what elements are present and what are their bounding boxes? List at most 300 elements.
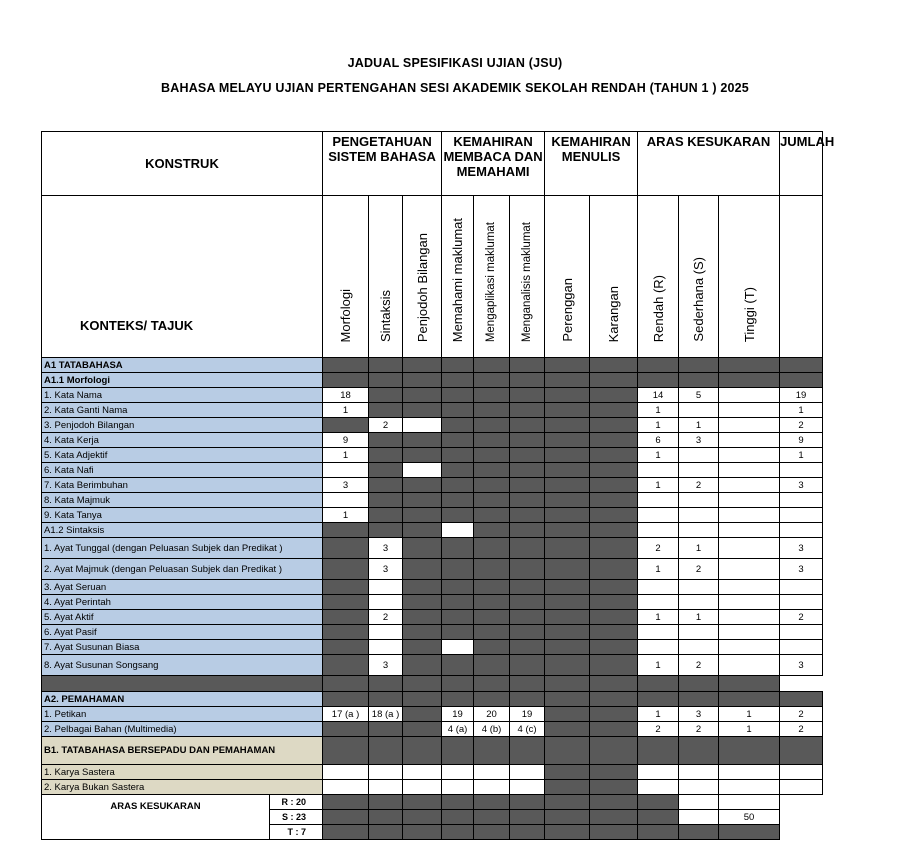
cell-0: 18: [323, 388, 369, 403]
cell-8: 14: [638, 388, 679, 403]
cell-2: [403, 692, 442, 707]
aras-cell: [442, 795, 474, 810]
aras-cell: [545, 810, 590, 825]
cell-5: [510, 523, 545, 538]
cell-6: [545, 780, 590, 795]
cell-3: [442, 580, 474, 595]
cell-6: [545, 559, 590, 580]
row-label: 3. Ayat Seruan: [42, 580, 323, 595]
cell-5: [510, 403, 545, 418]
aras-jumlah: 50: [719, 810, 780, 825]
cell-7: [590, 655, 638, 676]
jumlah-cell: [780, 523, 823, 538]
jumlah-cell: [780, 595, 823, 610]
cell-8: [638, 463, 679, 478]
jumlah-cell: 2: [780, 418, 823, 433]
jumlah-cell: 3: [780, 478, 823, 493]
jumlah-cell: 3: [780, 538, 823, 559]
cell-5: [510, 625, 545, 640]
cell-4: [474, 388, 510, 403]
cell-1: [369, 463, 403, 478]
aras-cell: [638, 825, 679, 840]
cell-3: [442, 493, 474, 508]
cell-8: 1: [638, 478, 679, 493]
cell-4: [474, 655, 510, 676]
aras-cell: [323, 795, 369, 810]
jumlah-cell: 2: [780, 610, 823, 625]
row-label: 3. Penjodoh Bilangan: [42, 418, 323, 433]
cell-10: [719, 433, 780, 448]
cell-3: [442, 737, 474, 765]
cell-1: [369, 640, 403, 655]
row-label: A1 TATABAHASA: [42, 358, 323, 373]
cell-6: [545, 388, 590, 403]
cell-5: [510, 692, 545, 707]
jumlah-cell: [780, 780, 823, 795]
table-row: [42, 765, 823, 780]
row-label: 4. Kata Kerja: [42, 433, 323, 448]
cell-5: [510, 655, 545, 676]
cell-10: [719, 463, 780, 478]
cell-9: 2: [679, 559, 719, 580]
cell-7: [590, 765, 638, 780]
cell-4: [474, 692, 510, 707]
jumlah-cell: [780, 625, 823, 640]
cell-1: [369, 433, 403, 448]
cell-3: [442, 448, 474, 463]
cell-8: 2: [638, 538, 679, 559]
table-row: [42, 595, 823, 610]
cell-5: [510, 580, 545, 595]
cell-2: [403, 580, 442, 595]
cell-1: [369, 373, 403, 388]
cell-0: [323, 559, 369, 580]
cell-1: [369, 508, 403, 523]
page-title: JADUAL SPESIFIKASI UJIAN (JSU): [347, 56, 563, 70]
cell-10: [719, 780, 780, 795]
cell-10: [719, 655, 780, 676]
cell-2: [403, 780, 442, 795]
cell-7: [590, 538, 638, 559]
cell-4: [474, 373, 510, 388]
cell-2: [403, 640, 442, 655]
cell-5: [510, 538, 545, 559]
cell-1: 3: [369, 538, 403, 559]
cell-3: [442, 463, 474, 478]
cell-9: [679, 780, 719, 795]
cell-10: [719, 523, 780, 538]
cell-3: [442, 765, 474, 780]
cell-4: [474, 765, 510, 780]
row-label: 1. Ayat Tunggal (dengan Peluasan Subjek dan Predikat ): [42, 538, 323, 559]
cell-8: [638, 737, 679, 765]
row-label: 1. Karya Sastera: [42, 765, 323, 780]
cell-4: [474, 559, 510, 580]
cell-10: [719, 388, 780, 403]
cell-4: [474, 463, 510, 478]
aras-cell: [638, 810, 679, 825]
subheader-rendah: Rendah (R): [638, 196, 679, 358]
cell-3: [442, 625, 474, 640]
konteks-header: KONTEKS/ TAJUK: [42, 196, 323, 358]
cell-10: 1: [719, 707, 780, 722]
cell-5: [510, 358, 545, 373]
cell-10: [719, 538, 780, 559]
row-label: 9. Kata Tanya: [42, 508, 323, 523]
cell-6: [545, 523, 590, 538]
table-row: [42, 433, 823, 448]
cell-9: [679, 625, 719, 640]
cell-1: [369, 358, 403, 373]
cell-6: [545, 373, 590, 388]
cell-5: [510, 463, 545, 478]
menulis-header: KEMAHIRAN MENULIS: [545, 132, 638, 196]
row-label: 6. Ayat Pasif: [42, 625, 323, 640]
cell-6: [545, 538, 590, 559]
cell-0: 1: [323, 508, 369, 523]
aras-s: S : 23: [270, 810, 323, 825]
row-label: 8. Ayat Susunan Songsang: [42, 655, 323, 676]
cell-10: [719, 610, 780, 625]
aras-cell: [510, 810, 545, 825]
table-row: [42, 508, 823, 523]
cell-4: [474, 433, 510, 448]
cell-6: [545, 595, 590, 610]
cell-1: [369, 737, 403, 765]
cell-0: [323, 595, 369, 610]
cell-3: [442, 403, 474, 418]
table-row: [42, 559, 823, 580]
cell-10: [719, 478, 780, 493]
aras-cell: [369, 810, 403, 825]
cell-4: [474, 625, 510, 640]
cell-1: [369, 580, 403, 595]
cell-9: 1: [679, 418, 719, 433]
cell-6: [545, 403, 590, 418]
cell-10: [719, 765, 780, 780]
aras-cell: [679, 810, 719, 825]
aras-cell: [545, 825, 590, 840]
cell-8: [638, 358, 679, 373]
cell-3: [442, 418, 474, 433]
cell-3: [442, 358, 474, 373]
cell-6: [545, 640, 590, 655]
cell-6: [545, 493, 590, 508]
jumlah-cell: 1: [780, 403, 823, 418]
cell-1: [369, 448, 403, 463]
cell-9: [679, 493, 719, 508]
cell-4: [474, 478, 510, 493]
cell-1: [369, 493, 403, 508]
table-row: [42, 722, 823, 737]
cell-7: [590, 493, 638, 508]
jumlah-header: JUMLAH: [780, 132, 823, 196]
cell-0: [323, 625, 369, 640]
jumlah-cell: 19: [780, 388, 823, 403]
cell-7: [590, 595, 638, 610]
jumlah-cell: [780, 463, 823, 478]
row-label: 5. Kata Adjektif: [42, 448, 323, 463]
aras-cell: [510, 825, 545, 840]
jumlah-cell: [780, 640, 823, 655]
aras-cell: [323, 825, 369, 840]
cell-1: [369, 692, 403, 707]
table-row: [42, 692, 823, 707]
cell-3: [442, 508, 474, 523]
cell-8: 1: [638, 418, 679, 433]
cell-0: [323, 523, 369, 538]
cell-3: [442, 433, 474, 448]
spacer-row: [42, 676, 823, 692]
aras-cell: [474, 825, 510, 840]
cell-9: 3: [679, 433, 719, 448]
cell-4: [474, 780, 510, 795]
table-row: [42, 493, 823, 508]
cell-10: [719, 559, 780, 580]
cell-7: [590, 707, 638, 722]
aras-cell: [474, 810, 510, 825]
cell-5: [510, 448, 545, 463]
cell-7: [590, 418, 638, 433]
subheader-karangan: Karangan: [590, 196, 638, 358]
jumlah-cell: 2: [780, 707, 823, 722]
subheader-morfologi: Morfologi: [323, 196, 369, 358]
cell-4: [474, 493, 510, 508]
aras-cell: [442, 825, 474, 840]
subheader-penjodoh: Penjodoh Bilangan: [403, 196, 442, 358]
jumlah-cell: [780, 580, 823, 595]
cell-9: [679, 358, 719, 373]
cell-4: [474, 610, 510, 625]
cell-3: [442, 610, 474, 625]
subheader-sederhana: Sederhana (S): [679, 196, 719, 358]
cell-2: [403, 448, 442, 463]
cell-1: 2: [369, 418, 403, 433]
cell-8: 1: [638, 610, 679, 625]
cell-7: [590, 640, 638, 655]
cell-1: 18 (a ): [369, 707, 403, 722]
cell-6: [545, 433, 590, 448]
aras-cell: [403, 810, 442, 825]
cell-7: [590, 692, 638, 707]
aras-cell: [403, 795, 442, 810]
cell-0: [323, 358, 369, 373]
cell-0: [323, 418, 369, 433]
cell-8: [638, 493, 679, 508]
aras-cell: [545, 795, 590, 810]
aras-cell: [510, 795, 545, 810]
cell-3: 4 (a): [442, 722, 474, 737]
cell-2: [403, 523, 442, 538]
jumlah-cell: 3: [780, 655, 823, 676]
jumlah-cell: [780, 765, 823, 780]
row-label: B1. TATABAHASA BERSEPADU DAN PEMAHAMAN: [42, 737, 323, 765]
cell-9: [679, 765, 719, 780]
cell-2: [403, 765, 442, 780]
table-row: [42, 358, 823, 373]
cell-9: 2: [679, 655, 719, 676]
cell-3: [442, 640, 474, 655]
page-subtitle: BAHASA MELAYU UJIAN PERTENGAHAN SESI AKADEMIK SEKOLAH RENDAH (TAHUN 1 ) 2025: [161, 81, 749, 95]
jumlah-cell: 3: [780, 559, 823, 580]
aras-cell: [474, 795, 510, 810]
cell-0: 1: [323, 448, 369, 463]
cell-10: [719, 625, 780, 640]
subheader-mengaplikasi: Mengaplikasi maklumat: [474, 196, 510, 358]
cell-8: 2: [638, 722, 679, 737]
cell-0: 3: [323, 478, 369, 493]
cell-3: [442, 595, 474, 610]
cell-9: [679, 373, 719, 388]
cell-9: 5: [679, 388, 719, 403]
cell-9: 2: [679, 478, 719, 493]
jumlah-cell: 9: [780, 433, 823, 448]
jumlah-cell: [780, 692, 823, 707]
cell-10: [719, 595, 780, 610]
aras-header: ARAS KESUKARAN: [638, 132, 780, 196]
cell-5: [510, 493, 545, 508]
cell-5: [510, 559, 545, 580]
cell-4: [474, 418, 510, 433]
cell-7: [590, 523, 638, 538]
cell-6: [545, 580, 590, 595]
cell-6: [545, 692, 590, 707]
cell-8: 1: [638, 448, 679, 463]
cell-6: [545, 418, 590, 433]
cell-4: 4 (b): [474, 722, 510, 737]
aras-cell: [719, 795, 780, 810]
table-row: [42, 625, 823, 640]
cell-6: [545, 358, 590, 373]
cell-8: 1: [638, 403, 679, 418]
aras-cell: [403, 825, 442, 840]
cell-0: [323, 737, 369, 765]
cell-8: 1: [638, 707, 679, 722]
cell-2: [403, 595, 442, 610]
aras-t: T : 7: [270, 825, 323, 840]
table-row: [42, 640, 823, 655]
cell-10: [719, 358, 780, 373]
cell-6: [545, 625, 590, 640]
cell-3: 19: [442, 707, 474, 722]
aras-cell: [719, 825, 780, 840]
table-row: [42, 478, 823, 493]
subheader-menganalisis: Menganalisis maklumat: [510, 196, 545, 358]
subheader-memahami: Memahami maklumat: [442, 196, 474, 358]
cell-5: 4 (c): [510, 722, 545, 737]
cell-8: 1: [638, 559, 679, 580]
cell-3: [442, 780, 474, 795]
cell-4: 20: [474, 707, 510, 722]
table-row: [42, 463, 823, 478]
cell-9: 1: [679, 610, 719, 625]
cell-5: [510, 595, 545, 610]
cell-3: [442, 373, 474, 388]
cell-7: [590, 403, 638, 418]
cell-4: [474, 640, 510, 655]
table-row: [42, 580, 823, 595]
aras-label: ARAS KESUKARAN: [42, 795, 270, 840]
cell-9: 2: [679, 722, 719, 737]
cell-5: [510, 737, 545, 765]
table-row: [42, 538, 823, 559]
cell-1: 3: [369, 655, 403, 676]
jumlah-cell: 2: [780, 722, 823, 737]
cell-7: [590, 559, 638, 580]
aras-cell: [590, 795, 638, 810]
cell-8: [638, 580, 679, 595]
cell-6: [545, 463, 590, 478]
cell-6: [545, 722, 590, 737]
cell-7: [590, 448, 638, 463]
cell-1: [369, 780, 403, 795]
aras-cell: [590, 825, 638, 840]
jumlah-cell: [780, 373, 823, 388]
jumlah-cell: 1: [780, 448, 823, 463]
cell-9: [679, 448, 719, 463]
cell-1: 3: [369, 559, 403, 580]
cell-4: [474, 595, 510, 610]
cell-9: 1: [679, 538, 719, 559]
cell-9: [679, 523, 719, 538]
row-label: 5. Ayat Aktif: [42, 610, 323, 625]
aras-cell: [590, 810, 638, 825]
cell-0: 9: [323, 433, 369, 448]
row-label: 6. Kata Nafi: [42, 463, 323, 478]
cell-2: [403, 373, 442, 388]
cell-0: [323, 655, 369, 676]
cell-2: [403, 559, 442, 580]
cell-8: [638, 523, 679, 538]
cell-7: [590, 373, 638, 388]
cell-7: [590, 508, 638, 523]
cell-8: [638, 508, 679, 523]
subheader-perenggan: Perenggan: [545, 196, 590, 358]
row-label: 2. Kata Ganti Nama: [42, 403, 323, 418]
aras-cell: [442, 810, 474, 825]
cell-10: [719, 640, 780, 655]
cell-6: [545, 737, 590, 765]
row-label: 8. Kata Majmuk: [42, 493, 323, 508]
cell-2: [403, 707, 442, 722]
cell-7: [590, 478, 638, 493]
cell-7: [590, 780, 638, 795]
aras-cell: [638, 795, 679, 810]
aras-r: R : 20: [270, 795, 323, 810]
table-row: [42, 448, 823, 463]
pengetahuan-header: PENGETAHUAN SISTEM BAHASA: [323, 132, 442, 196]
cell-5: [510, 780, 545, 795]
cell-1: [369, 765, 403, 780]
table-row: [42, 523, 823, 538]
cell-8: [638, 595, 679, 610]
table-row: [42, 403, 823, 418]
cell-10: [719, 448, 780, 463]
cell-2: [403, 538, 442, 559]
cell-7: [590, 358, 638, 373]
cell-6: [545, 707, 590, 722]
cell-1: [369, 625, 403, 640]
cell-6: [545, 508, 590, 523]
cell-2: [403, 403, 442, 418]
subheader-tinggi: Tinggi (T): [719, 196, 780, 358]
cell-5: [510, 640, 545, 655]
cell-5: [510, 765, 545, 780]
aras-cell: [679, 795, 719, 810]
cell-8: [638, 625, 679, 640]
cell-0: [323, 610, 369, 625]
row-label: 7. Kata Berimbuhan: [42, 478, 323, 493]
